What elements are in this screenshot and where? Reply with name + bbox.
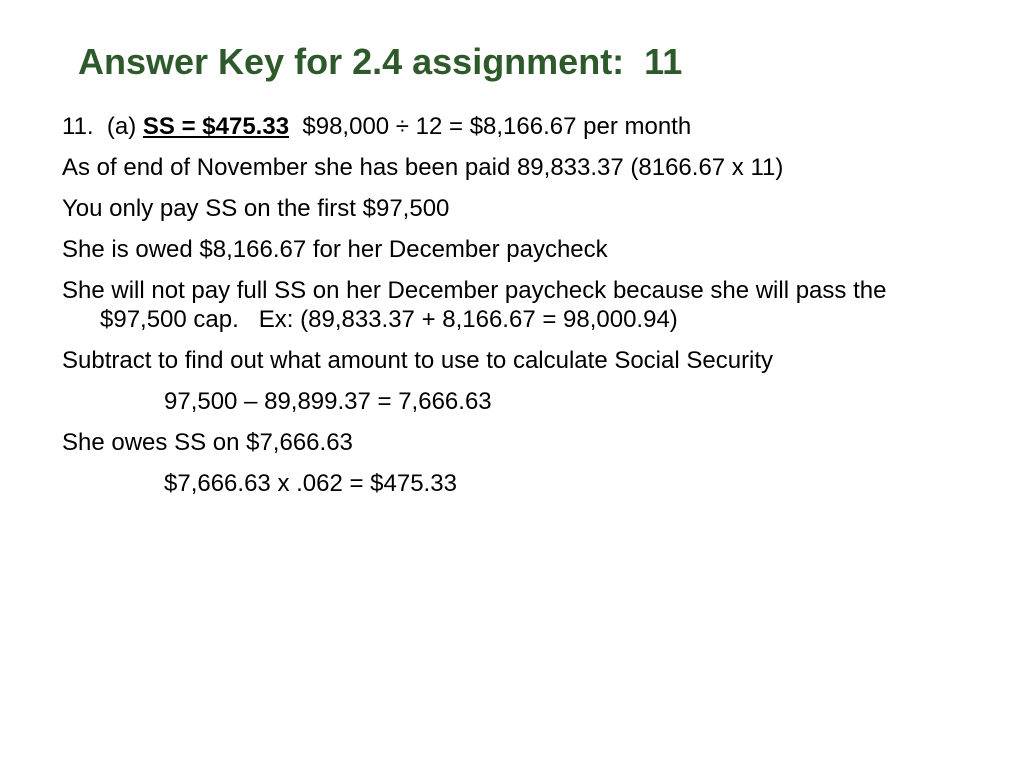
body-line-december-owed: She is owed $8,166.67 for her December paycheck	[62, 236, 608, 263]
body-line-ss-cap: You only pay SS on the first $97,500	[62, 195, 450, 222]
body-line-ss-calc: $7,666.63 x .062 = $475.33	[164, 470, 457, 497]
monthly-pay-calc: $98,000 ÷ 12 = $8,166.67 per month	[289, 113, 692, 140]
slide-body	[62, 112, 962, 510]
body-line-subtract-instruction: Subtract to find out what amount to use to calculate Social Security	[62, 347, 774, 374]
body-line-paid-through-november: As of end of November she has been paid 89,833.37 (8166.67 x 11)	[62, 154, 784, 181]
body-line-subtraction-calc: 97,500 – 89,899.37 = 7,666.63	[164, 388, 492, 415]
answer-highlight: SS = $475.33	[142, 113, 290, 140]
body-line-ss-base: She owes SS on $7,666.63	[62, 429, 353, 456]
answer-line	[62, 112, 962, 141]
problem-number: 11. (a)	[62, 113, 143, 140]
body-line-cap-example: She will not pay full SS on her December paycheck because she will pass the $97,500 cap. Ex: (89,833.37 + 8,166.67 = 98,000.94)	[62, 277, 894, 333]
slide-title: Answer Key for 2.4 assignment: 11	[78, 41, 683, 82]
